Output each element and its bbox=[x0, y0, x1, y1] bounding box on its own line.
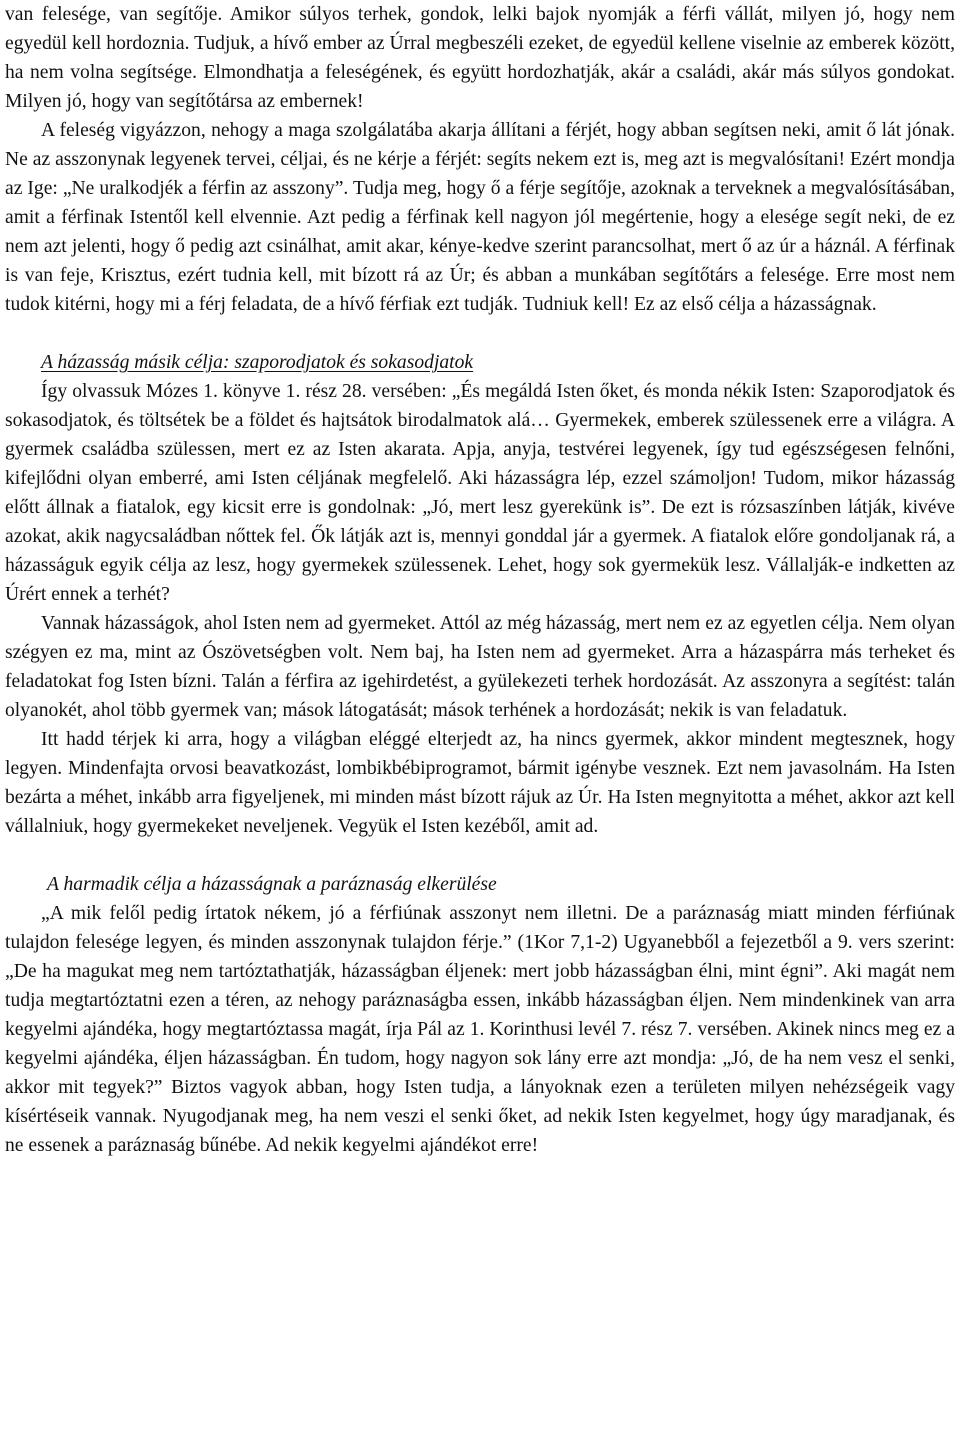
section-heading-text: A házasság másik célja: szaporodjatok és sokasodjatok bbox=[41, 352, 474, 373]
section-heading bbox=[5, 870, 955, 899]
paragraph: Így olvassuk Mózes 1. könyve 1. rész 28. versében: „És megáldá Isten őket, és monda nékik Isten: Szaporodjatok és sokasodjatok, és töltsétek be a földet és hajtsátok birodalmatok alá… Gyermekek, emberek szülessenek erre a világra. A gyermek családba szülessen, mert ez az Isten akarata. Apja, anyja, testvérei legyenek, így tud egészségesen felnőni, kifejlődni olyan emberré, ami Isten céljának megfelelő. Aki házasságra lép, ezzel számoljon! Tudom, mikor házasság előtt állnak a fiatalok, egy kicsit erre is gondolnak: „Jó, mert lesz gyerekünk is”. De ezt is rózsaszínben látják, kivéve azokat, akik nagycsaládban nőttek fel. Ők látják azt is, mennyi gonddal jár a gyermek. A fiatalok előre gondoljanak rá, a házasságuk egyik célja az lesz, hogy gyermekek szülessenek. Lehet, hogy sok gyermekük lesz. Vállalják-e indketten az Úrért ennek a terhét? bbox=[5, 381, 955, 605]
paragraph: van felesége, van segítője. Amikor súlyos terhek, gondok, lelki bajok nyomják a férfi vállát, milyen jó, hogy nem egyedül kell hordoznia. Tudjuk, a hívő ember az Úrral megbeszéli ezeket, de egyedül kellene viselnie az emberek között, ha nem volna segítsége. Elmondhatja a feleségének, és együtt hordozhatják, akár a családi, akár más súlyos gondokat. Milyen jó, hogy van segítőtársa az embernek! bbox=[5, 4, 955, 112]
section-heading-text: A harmadik célja a házasságnak a paráznaság elkerülése bbox=[47, 874, 497, 895]
paragraph: Vannak házasságok, ahol Isten nem ad gyermeket. Attól az még házasság, mert nem ez az egyetlen célja. Nem olyan szégyen ez ma, mint az Ószövetségben volt. Nem baj, ha Isten nem ad gyermeket. Arra a házaspárra más terheket és feladatokat fog Isten bízni. Talán a férfira az igehirdetést, a gyülekezeti terhek hordozását. Az asszonyra a segítést: talán olyanokét, ahol több gyermek van; mások látogatását; mások terhének a hordozását; nekik is van feladatuk. bbox=[5, 613, 955, 721]
section-heading bbox=[5, 348, 955, 377]
document-page bbox=[5, 0, 955, 1160]
paragraph: „A mik felől pedig írtatok nékem, jó a férfiúnak asszonyt nem illetni. De a paráznaság miatt minden férfiúnak tulajdon felesége legyen, és minden asszonynak tulajdon férje.” (1Kor 7,1-2) Ugyanebből a fejezetből a 9. vers szerint: „De ha magukat meg nem tartóztathatják, házasságban éljenek: mert jobb házasságban élni, mint égni”. Aki magát nem tudja megtartóztatni ezen a téren, az nehogy paráznaságba essen, inkább házasságban éljen. Nem mindenkinek van arra kegyelmi ajándéka, hogy megtartóztassa magát, írja Pál az 1. Korinthusi levél 7. rész 7. versében. Akinek nincs meg ez a kegyelmi ajándéka, éljen házasságban. Én tudom, hogy nagyon sok lány erre azt mondja: „Jó, de ha nem vesz el senki, akkor mit tegyek?” Biztos vagyok abban, hogy Isten tudja, a lányoknak ezen a területen milyen nehézségeik vagy kísértéseik vannak. Nyugodjanak meg, ha nem veszi el senki őket, ad nekik Isten kegyelmet, hogy úgy maradjanak, és ne essenek a paráznaság bűnébe. Ad nekik kegyelmi ajándékot erre! bbox=[5, 903, 955, 1156]
paragraph: Itt hadd térjek ki arra, hogy a világban eléggé elterjedt az, ha nincs gyermek, akkor mindent megtesznek, hogy legyen. Mindenfajta orvosi beavatkozást, lombikbébiprogramot, bármit igénybe vesznek. Ezt nem javasolnám. Ha Isten bezárta a méhet, inkább arra figyeljenek, mi minden mást bízott rájuk az Úr. Ha Isten megnyitotta a méhet, akkor azt kell vállalniuk, hogy gyermekeket neveljenek. Vegyük el Isten kezéből, amit ad. bbox=[5, 729, 955, 837]
paragraph: A feleség vigyázzon, nehogy a maga szolgálatába akarja állítani a férjét, hogy abban segítsen neki, amit ő lát jónak. Ne az asszonynak legyenek tervei, céljai, és ne kérje a férjét: segíts nekem ezt is, meg azt is megvalósítani! Ezért mondja az Ige: „Ne uralkodjék a férfin az asszony”. Tudja meg, hogy ő a férje segítője, azoknak a terveknek a megvalósításában, amit a férfinak Istentől kell elvennie. Azt pedig a férfinak kell nagyon jól megértenie, hogy a elesége segít neki, de ez nem azt jelenti, hogy ő pedig azt csinálhat, amit akar, kénye-kedve szerint parancsolhat, mert ő az úr a háznál. A férfinak is van feje, Krisztus, ezért tudnia kell, mit bízott rá az Úr; és abban a munkában segítőtárs a felesége. Erre most nem tudok kitérni, hogy mi a férj feladata, de a hívő férfiak ezt tudják. Tudniuk kell! Ez az első célja a házasságnak. bbox=[5, 120, 955, 315]
